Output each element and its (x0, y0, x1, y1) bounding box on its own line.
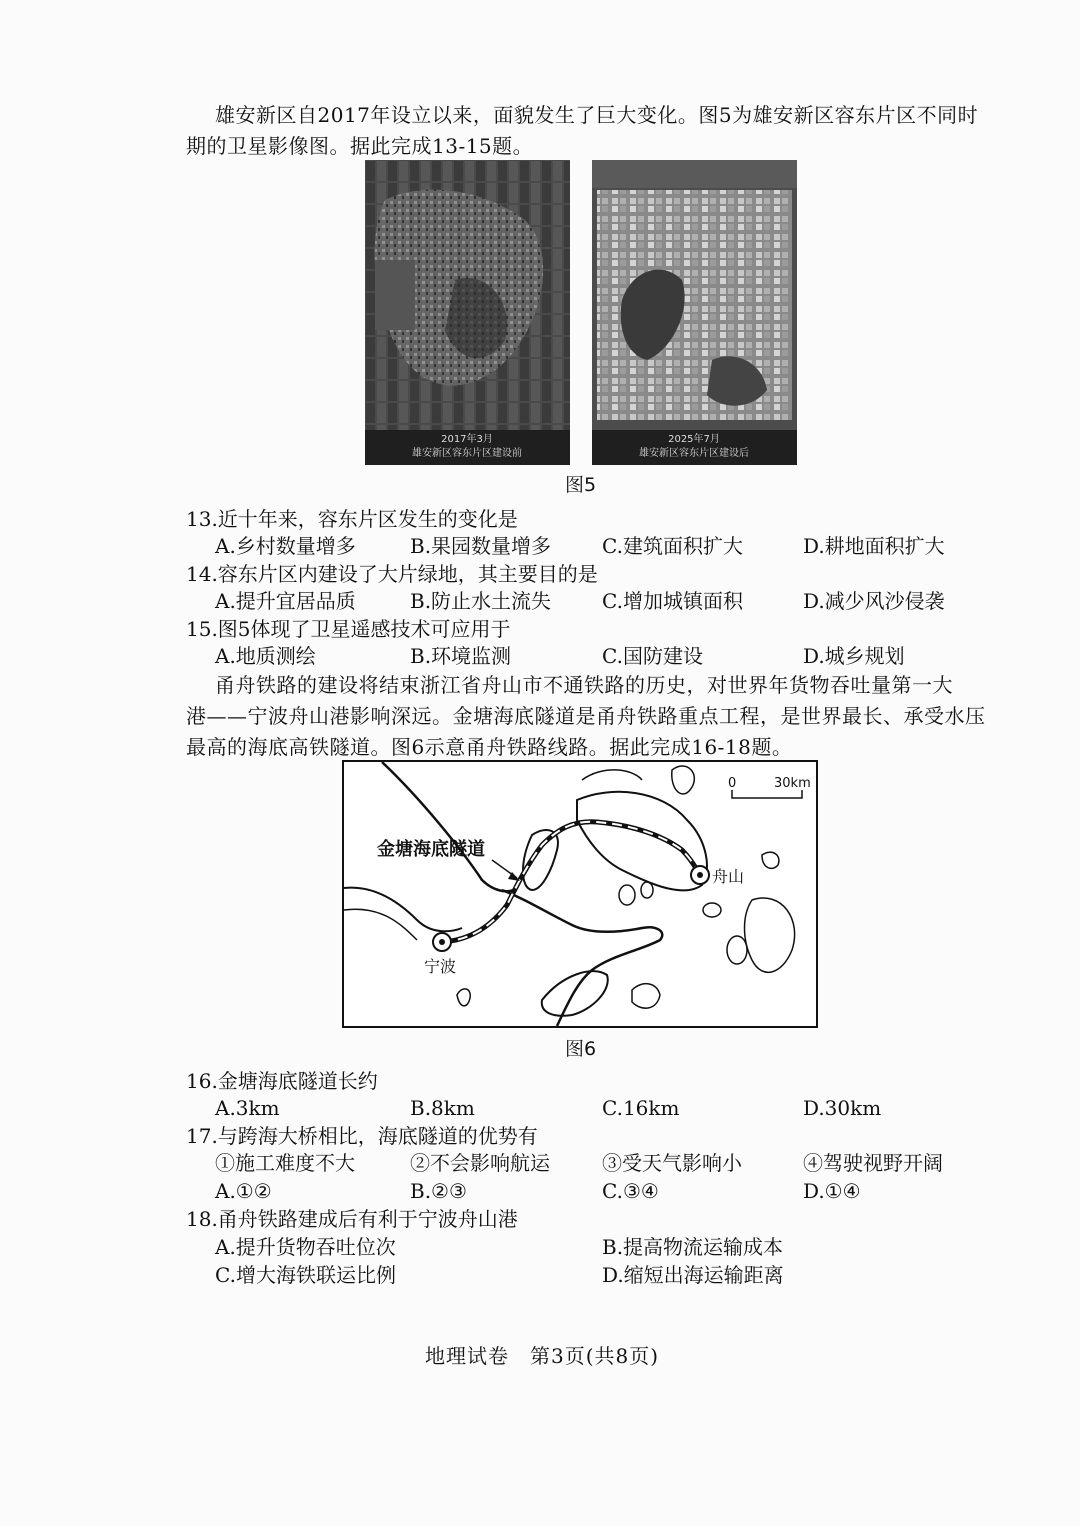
q13-option-b: B.果园数量增多 (410, 534, 552, 558)
figure-6-label: 图6 (565, 1038, 597, 1060)
left-date-stamp: 2017年3月 (441, 434, 493, 445)
page-footer: 地理试卷 第3页(共8页) (425, 1344, 660, 1368)
intro2-line-1: 甬舟铁路的建设将结束浙江省舟山市不通铁路的历史，对世界年货物吞吐量第一大 (215, 673, 953, 697)
scale-zero: 0 (728, 776, 737, 791)
map-frame (343, 761, 817, 1027)
q15-option-c: C.国防建设 (602, 644, 703, 668)
q16-stem: 16.金塘海底隧道长约 (186, 1069, 378, 1093)
railway-map (342, 760, 818, 1028)
intro2-line-3: 最高的海底高铁隧道。图6示意甬舟铁路线路。据此完成16-18题。 (186, 735, 793, 759)
intro-line-2: 期的卫星影像图。据此完成13-15题。 (186, 134, 534, 158)
q16-option-a: A.3km (215, 1096, 280, 1120)
q18-option-c: C.增大海铁联运比例 (215, 1263, 396, 1287)
q18-option-b: B.提高物流运输成本 (602, 1235, 784, 1259)
q14-stem: 14.容东片区内建设了大片绿地，其主要目的是 (186, 562, 598, 586)
q14-option-a: A.提升宜居品质 (215, 589, 356, 613)
q14-option-d: D.减少风沙侵袭 (803, 589, 945, 613)
q18-stem: 18.甬舟铁路建成后有利于宁波舟山港 (186, 1207, 518, 1231)
q15-stem: 15.图5体现了卫星遥感技术可应用于 (186, 617, 511, 641)
q17-option-a: A.①② (215, 1179, 272, 1203)
q17-stem: 17.与跨海大桥相比，海底隧道的优势有 (186, 1124, 538, 1148)
q17-option-c: C.③④ (602, 1179, 659, 1203)
q17-statement-1: ①施工难度不大 (215, 1151, 355, 1175)
q13-option-c: C.建筑面积扩大 (602, 534, 743, 558)
tunnel-label: 金塘海底隧道 (377, 839, 485, 860)
q16-option-c: C.16km (602, 1096, 680, 1120)
q18-option-a: A.提升货物吞吐位次 (215, 1235, 396, 1259)
city-ningbo: 宁波 (424, 957, 457, 976)
right-image-caption: 雄安新区容东片区建设后 (639, 448, 749, 459)
right-date-stamp: 2025年7月 (668, 434, 720, 445)
q17-statement-2: ②不会影响航运 (410, 1151, 550, 1175)
q17-statement-3: ③受天气影响小 (602, 1151, 742, 1175)
q13-stem: 13.近十年来，容东片区发生的变化是 (186, 507, 518, 531)
q17-option-b: B.②③ (410, 1179, 467, 1203)
city-zhoushan: 舟山 (712, 867, 745, 886)
scale-km: 30km (774, 776, 811, 791)
intro-line-1: 雄安新区自2017年设立以来，面貌发生了巨大变化。图5为雄安新区容东片区不同时 (215, 103, 979, 127)
q13-option-d: D.耕地面积扩大 (803, 534, 945, 558)
figure-5-label: 图5 (565, 474, 597, 496)
q16-option-d: D.30km (803, 1096, 882, 1120)
q17-statement-4: ④驾驶视野开阔 (803, 1151, 943, 1175)
q18-option-d: D.缩短出海运输距离 (602, 1263, 784, 1287)
q14-option-b: B.防止水土流失 (410, 589, 552, 613)
q14-option-c: C.增加城镇面积 (602, 589, 743, 613)
q13-option-a: A.乡村数量增多 (215, 534, 356, 558)
q16-option-b: B.8km (410, 1096, 475, 1120)
q15-option-b: B.环境监测 (410, 644, 512, 668)
left-image-caption: 雄安新区容东片区建设前 (412, 448, 522, 459)
q17-option-d: D.①④ (803, 1179, 861, 1203)
q15-option-a: A.地质测绘 (215, 644, 316, 668)
intro2-line-2: 港——宁波舟山港影响深远。金塘海底隧道是甬舟铁路重点工程，是世界最长、承受水压 (186, 704, 986, 728)
satellite-image-2017 (365, 160, 570, 465)
q15-option-d: D.城乡规划 (803, 644, 905, 668)
satellite-image-2025 (592, 160, 797, 465)
